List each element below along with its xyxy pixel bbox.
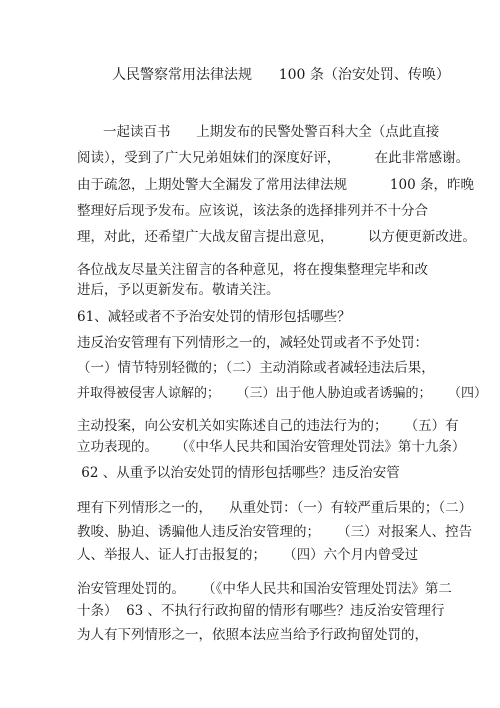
paragraph-line: 立功表现的。 （《中华人民共和国治安管理处罚法》第十九条） xyxy=(77,439,466,455)
document-title: 人民警察常用法律法规 100 条（治安处罚、传唤） xyxy=(112,67,450,83)
question-heading: 61、减轻或者不予治安处罚的情形包括哪些？ xyxy=(77,309,351,325)
paragraph-line: 教唆、胁迫、诱骗他人违反治安管理的； （三）对报案人、控告 xyxy=(77,524,473,540)
paragraph-line: 为人有下列情形之一，依照本法应当给予行政拘留处罚的， xyxy=(77,627,428,643)
paragraph-line: 进后，予以更新发布。敬请关注。 xyxy=(77,282,280,298)
paragraph-line: 治安管理处罚的。 （《中华人民共和国治安管理处罚法》第二 xyxy=(77,581,452,597)
paragraph-line: 各位战友尽量关注留言的各种意见，将在搜集整理完毕和改 xyxy=(77,262,428,278)
paragraph-line: 十条） 63 、不执行行政拘留的情形有哪些？违反治安管理行 xyxy=(77,603,445,619)
paragraph-line: 并取得被侵害人谅解的； （三）出于他人胁迫或者诱骗的； （四） xyxy=(77,386,488,401)
paragraph-line: （一）情节特别轻微的；（二）主动消除或者减轻违法后果， xyxy=(77,360,435,376)
paragraph-line: 由于疏忽，上期处警大全漏发了常用法律法规 100 条，昨晚 xyxy=(77,177,474,193)
paragraph-line: 一起读百书 上期发布的民警处警百科大全（点此直接 xyxy=(103,124,440,140)
question-heading: 62 、从重予以治安处罚的情形包括哪些？违反治安管 xyxy=(77,465,400,481)
paragraph-line: 整理好后现予发布。应该说，该法条的选择排列并不十分合 xyxy=(77,203,428,219)
paragraph-line: 人、举报人、证人打击报复的； （四）六个月内曾受过 xyxy=(77,547,419,563)
paragraph-line: 阅读），受到了广大兄弟姐妹们的深度好评， 在此非常感谢。 xyxy=(77,150,470,166)
paragraph-line: 理，对此，还希望广大战友留言提出意见， 以方便更新改进。 xyxy=(77,229,476,245)
paragraph-line: 违反治安管理有下列情形之一的，减轻处罚或者不予处罚： xyxy=(77,335,428,351)
paragraph-line: 主动投案，向公安机关如实陈述自己的违法行为的； （五）有 xyxy=(77,418,459,434)
paragraph-line: 理有下列情形之一的， 从重处罚：（一）有较严重后果的；（二） xyxy=(77,500,473,516)
